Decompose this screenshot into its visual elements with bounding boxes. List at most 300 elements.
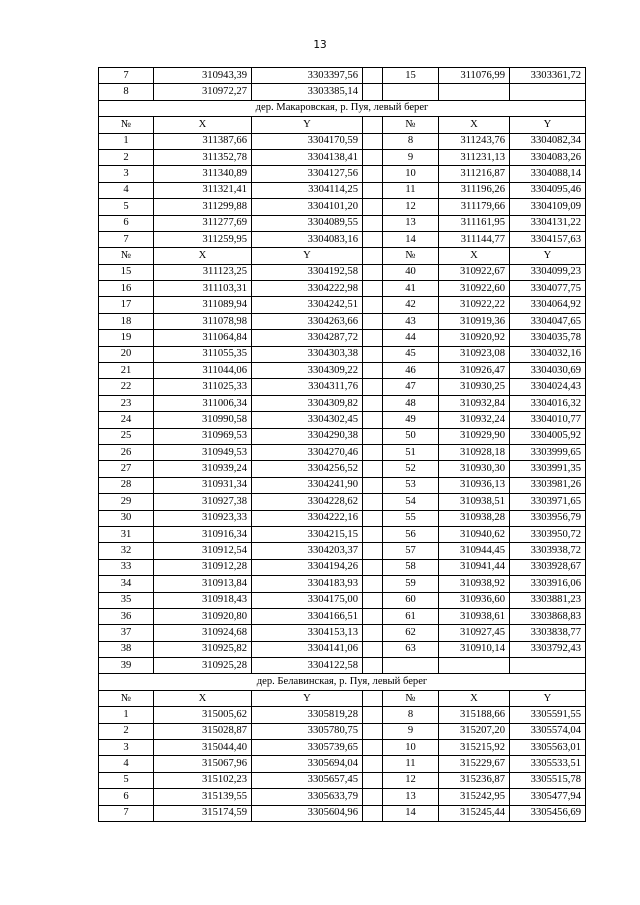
spacer-cell — [363, 789, 383, 805]
spacer-cell — [363, 313, 383, 329]
page-number: 13 — [313, 39, 327, 51]
spacer-cell — [363, 182, 383, 198]
spacer-cell — [363, 281, 383, 297]
y-coordinate-cell: 3305604,96 — [252, 805, 363, 821]
table-row — [99, 68, 586, 84]
y-coordinate-cell: 3304083,26 — [510, 149, 586, 165]
y-coordinate-cell: 3303385,14 — [252, 84, 363, 100]
y-coordinate-cell: 3303938,72 — [510, 543, 586, 559]
x-coordinate-cell: 311123,25 — [154, 264, 252, 280]
x-coordinate-cell: 310938,61 — [439, 608, 510, 624]
y-coordinate-cell: 3305739,65 — [252, 740, 363, 756]
header-row — [99, 117, 586, 133]
point-number-cell: 41 — [383, 281, 439, 297]
table-row — [99, 461, 586, 477]
y-coordinate-cell: 3303950,72 — [510, 526, 586, 542]
header-cell: № — [383, 248, 439, 264]
spacer-cell — [363, 772, 383, 788]
point-number-cell: 3 — [99, 740, 154, 756]
spacer-cell — [363, 149, 383, 165]
header-cell: X — [154, 690, 252, 706]
point-number-cell: 18 — [99, 313, 154, 329]
x-coordinate-cell: 315245,44 — [439, 805, 510, 821]
y-coordinate-cell: 3304194,26 — [252, 559, 363, 575]
point-number-cell: 1 — [99, 707, 154, 723]
x-coordinate-cell: 315174,59 — [154, 805, 252, 821]
header-cell: Y — [252, 248, 363, 264]
table-row — [99, 297, 586, 313]
x-coordinate-cell: 315028,87 — [154, 723, 252, 739]
y-coordinate-cell: 3304263,66 — [252, 313, 363, 329]
spacer-cell — [363, 477, 383, 493]
point-number-cell: 21 — [99, 363, 154, 379]
y-coordinate-cell: 3303928,67 — [510, 559, 586, 575]
spacer-cell — [363, 740, 383, 756]
spacer-cell — [363, 658, 383, 674]
y-coordinate-cell — [510, 658, 586, 674]
header-cell: X — [439, 117, 510, 133]
y-coordinate-cell: 3303838,77 — [510, 625, 586, 641]
x-coordinate-cell — [439, 84, 510, 100]
point-number-cell: 7 — [99, 231, 154, 247]
y-coordinate-cell: 3304287,72 — [252, 330, 363, 346]
x-coordinate-cell: 315005,62 — [154, 707, 252, 723]
x-coordinate-cell: 310919,36 — [439, 313, 510, 329]
spacer-cell — [363, 608, 383, 624]
table-row — [99, 576, 586, 592]
table-row — [99, 477, 586, 493]
point-number-cell: 63 — [383, 641, 439, 657]
x-coordinate-cell: 310925,82 — [154, 641, 252, 657]
x-coordinate-cell: 310931,34 — [154, 477, 252, 493]
y-coordinate-cell: 3304064,92 — [510, 297, 586, 313]
point-number-cell: 53 — [383, 477, 439, 493]
y-coordinate-cell: 3304089,55 — [252, 215, 363, 231]
x-coordinate-cell: 311025,33 — [154, 379, 252, 395]
x-coordinate-cell: 310928,18 — [439, 444, 510, 460]
y-coordinate-cell: 3304083,16 — [252, 231, 363, 247]
point-number-cell: 38 — [99, 641, 154, 657]
table-row — [99, 592, 586, 608]
point-number-cell: 31 — [99, 526, 154, 542]
x-coordinate-cell: 311243,76 — [439, 133, 510, 149]
header-cell: № — [383, 117, 439, 133]
x-coordinate-cell: 310912,54 — [154, 543, 252, 559]
header-cell: X — [439, 248, 510, 264]
y-coordinate-cell: 3304270,46 — [252, 444, 363, 460]
table-row — [99, 428, 586, 444]
point-number-cell: 8 — [383, 707, 439, 723]
x-coordinate-cell: 311387,66 — [154, 133, 252, 149]
point-number-cell: 27 — [99, 461, 154, 477]
spacer-cell — [363, 543, 383, 559]
spacer-cell — [363, 723, 383, 739]
table-row — [99, 231, 586, 247]
x-coordinate-cell: 311076,99 — [439, 68, 510, 84]
point-number-cell: 57 — [383, 543, 439, 559]
point-number-cell: 13 — [383, 789, 439, 805]
point-number-cell: 36 — [99, 608, 154, 624]
table-row — [99, 313, 586, 329]
point-number-cell: 15 — [383, 68, 439, 84]
point-number-cell: 46 — [383, 363, 439, 379]
y-coordinate-cell: 3303956,79 — [510, 510, 586, 526]
point-number-cell: 62 — [383, 625, 439, 641]
y-coordinate-cell: 3304241,90 — [252, 477, 363, 493]
x-coordinate-cell: 315229,67 — [439, 756, 510, 772]
table-row — [99, 526, 586, 542]
point-number-cell: 28 — [99, 477, 154, 493]
y-coordinate-cell: 3304016,32 — [510, 395, 586, 411]
x-coordinate-cell: 310990,58 — [154, 412, 252, 428]
spacer-cell — [363, 690, 383, 706]
point-number-cell: 9 — [383, 723, 439, 739]
y-coordinate-cell: 3304309,22 — [252, 363, 363, 379]
y-coordinate-cell: 3303999,65 — [510, 444, 586, 460]
x-coordinate-cell: 310913,84 — [154, 576, 252, 592]
point-number-cell: 20 — [99, 346, 154, 362]
x-coordinate-cell: 311089,94 — [154, 297, 252, 313]
x-coordinate-cell: 310932,24 — [439, 412, 510, 428]
point-number-cell: 47 — [383, 379, 439, 395]
x-coordinate-cell: 310944,45 — [439, 543, 510, 559]
spacer-cell — [363, 231, 383, 247]
y-coordinate-cell: 3304141,06 — [252, 641, 363, 657]
table-row — [99, 805, 586, 821]
point-number-cell: 34 — [99, 576, 154, 592]
spacer-cell — [363, 805, 383, 821]
x-coordinate-cell: 310929,90 — [439, 428, 510, 444]
y-coordinate-cell: 3304242,51 — [252, 297, 363, 313]
point-number-cell: 2 — [99, 723, 154, 739]
spacer-cell — [363, 707, 383, 723]
point-number-cell: 43 — [383, 313, 439, 329]
point-number-cell: 16 — [99, 281, 154, 297]
header-row — [99, 690, 586, 706]
table-row — [99, 182, 586, 198]
section-title: дер. Белавинская, р. Пуя, левый берег — [99, 674, 586, 690]
x-coordinate-cell: 310939,24 — [154, 461, 252, 477]
header-cell: X — [154, 117, 252, 133]
y-coordinate-cell: 3305563,01 — [510, 740, 586, 756]
y-coordinate-cell: 3305574,04 — [510, 723, 586, 739]
point-number-cell: 12 — [383, 199, 439, 215]
y-coordinate-cell: 3305780,75 — [252, 723, 363, 739]
table-row — [99, 723, 586, 739]
x-coordinate-cell: 310916,34 — [154, 526, 252, 542]
table-row — [99, 789, 586, 805]
x-coordinate-cell: 310930,30 — [439, 461, 510, 477]
y-coordinate-cell: 3304183,93 — [252, 576, 363, 592]
spacer-cell — [363, 133, 383, 149]
point-number-cell: 2 — [99, 149, 154, 165]
y-coordinate-cell: 3304256,52 — [252, 461, 363, 477]
x-coordinate-cell: 311055,35 — [154, 346, 252, 362]
spacer-cell — [363, 412, 383, 428]
y-coordinate-cell: 3304228,62 — [252, 494, 363, 510]
spacer-cell — [363, 84, 383, 100]
y-coordinate-cell: 3304109,09 — [510, 199, 586, 215]
y-coordinate-cell: 3304157,63 — [510, 231, 586, 247]
point-number-cell: 22 — [99, 379, 154, 395]
point-number-cell: 10 — [383, 166, 439, 182]
y-coordinate-cell: 3305591,55 — [510, 707, 586, 723]
point-number-cell — [383, 658, 439, 674]
x-coordinate-cell: 310940,62 — [439, 526, 510, 542]
header-cell: № — [99, 248, 154, 264]
y-coordinate-cell — [510, 84, 586, 100]
section-title-row — [99, 100, 586, 116]
x-coordinate-cell: 311321,41 — [154, 182, 252, 198]
x-coordinate-cell: 315215,92 — [439, 740, 510, 756]
y-coordinate-cell: 3305477,94 — [510, 789, 586, 805]
y-coordinate-cell: 3304010,77 — [510, 412, 586, 428]
x-coordinate-cell: 310923,33 — [154, 510, 252, 526]
x-coordinate-cell: 311259,95 — [154, 231, 252, 247]
header-cell: Y — [510, 117, 586, 133]
x-coordinate-cell: 311144,77 — [439, 231, 510, 247]
header-cell: X — [439, 690, 510, 706]
point-number-cell: 45 — [383, 346, 439, 362]
table-row — [99, 330, 586, 346]
spacer-cell — [363, 379, 383, 395]
point-number-cell: 58 — [383, 559, 439, 575]
spacer-cell — [363, 346, 383, 362]
spacer-cell — [363, 641, 383, 657]
y-coordinate-cell: 3304101,20 — [252, 199, 363, 215]
x-coordinate-cell: 310938,28 — [439, 510, 510, 526]
x-coordinate-cell: 310938,92 — [439, 576, 510, 592]
y-coordinate-cell: 3304032,16 — [510, 346, 586, 362]
y-coordinate-cell: 3304099,23 — [510, 264, 586, 280]
x-coordinate-cell: 310922,22 — [439, 297, 510, 313]
y-coordinate-cell: 3304166,51 — [252, 608, 363, 624]
x-coordinate-cell: 311231,13 — [439, 149, 510, 165]
y-coordinate-cell: 3303792,43 — [510, 641, 586, 657]
spacer-cell — [363, 592, 383, 608]
point-number-cell: 48 — [383, 395, 439, 411]
x-coordinate-cell: 311078,98 — [154, 313, 252, 329]
table-row — [99, 346, 586, 362]
y-coordinate-cell: 3304222,16 — [252, 510, 363, 526]
spacer-cell — [363, 461, 383, 477]
x-coordinate-cell: 310943,39 — [154, 68, 252, 84]
y-coordinate-cell: 3304290,38 — [252, 428, 363, 444]
point-number-cell: 4 — [99, 756, 154, 772]
y-coordinate-cell: 3304030,69 — [510, 363, 586, 379]
header-cell: X — [154, 248, 252, 264]
y-coordinate-cell: 3304222,98 — [252, 281, 363, 297]
x-coordinate-cell: 315242,95 — [439, 789, 510, 805]
x-coordinate-cell: 310912,28 — [154, 559, 252, 575]
x-coordinate-cell: 310925,28 — [154, 658, 252, 674]
point-number-cell: 10 — [383, 740, 439, 756]
table-row — [99, 707, 586, 723]
x-coordinate-cell: 310941,44 — [439, 559, 510, 575]
y-coordinate-cell: 3304047,65 — [510, 313, 586, 329]
y-coordinate-cell: 3303981,26 — [510, 477, 586, 493]
y-coordinate-cell: 3304005,92 — [510, 428, 586, 444]
point-number-cell: 8 — [383, 133, 439, 149]
y-coordinate-cell: 3304131,22 — [510, 215, 586, 231]
table-row — [99, 133, 586, 149]
y-coordinate-cell: 3304095,46 — [510, 182, 586, 198]
x-coordinate-cell: 315188,66 — [439, 707, 510, 723]
y-coordinate-cell: 3304122,58 — [252, 658, 363, 674]
point-number-cell: 11 — [383, 182, 439, 198]
y-coordinate-cell: 3305633,79 — [252, 789, 363, 805]
spacer-cell — [363, 625, 383, 641]
y-coordinate-cell: 3304088,14 — [510, 166, 586, 182]
x-coordinate-cell: 310972,27 — [154, 84, 252, 100]
y-coordinate-cell: 3304082,34 — [510, 133, 586, 149]
x-coordinate-cell: 310938,51 — [439, 494, 510, 510]
x-coordinate-cell: 310918,43 — [154, 592, 252, 608]
y-coordinate-cell: 3304138,41 — [252, 149, 363, 165]
spacer-cell — [363, 215, 383, 231]
table-row — [99, 264, 586, 280]
spacer-cell — [363, 756, 383, 772]
point-number-cell: 23 — [99, 395, 154, 411]
point-number-cell: 49 — [383, 412, 439, 428]
x-coordinate-cell: 310926,47 — [439, 363, 510, 379]
table-row — [99, 412, 586, 428]
x-coordinate-cell: 315102,23 — [154, 772, 252, 788]
table-row — [99, 641, 586, 657]
x-coordinate-cell: 311277,69 — [154, 215, 252, 231]
point-number-cell: 5 — [99, 772, 154, 788]
point-number-cell: 8 — [99, 84, 154, 100]
spacer-cell — [363, 330, 383, 346]
point-number-cell: 19 — [99, 330, 154, 346]
point-number-cell: 9 — [383, 149, 439, 165]
x-coordinate-cell: 310920,92 — [439, 330, 510, 346]
y-coordinate-cell: 3304192,58 — [252, 264, 363, 280]
spacer-cell — [363, 68, 383, 84]
table-row — [99, 510, 586, 526]
x-coordinate-cell: 310924,68 — [154, 625, 252, 641]
point-number-cell: 37 — [99, 625, 154, 641]
point-number-cell: 60 — [383, 592, 439, 608]
x-coordinate-cell: 310920,80 — [154, 608, 252, 624]
table-row — [99, 756, 586, 772]
x-coordinate-cell: 311179,66 — [439, 199, 510, 215]
point-number-cell: 4 — [99, 182, 154, 198]
header-cell: № — [99, 690, 154, 706]
x-coordinate-cell: 310922,67 — [439, 264, 510, 280]
point-number-cell: 6 — [99, 215, 154, 231]
point-number-cell: 42 — [383, 297, 439, 313]
table-row — [99, 281, 586, 297]
y-coordinate-cell: 3305657,45 — [252, 772, 363, 788]
y-coordinate-cell: 3303971,65 — [510, 494, 586, 510]
x-coordinate-cell: 310930,25 — [439, 379, 510, 395]
spacer-cell — [363, 248, 383, 264]
table-row — [99, 740, 586, 756]
x-coordinate-cell: 311044,06 — [154, 363, 252, 379]
x-coordinate-cell: 310927,38 — [154, 494, 252, 510]
table-row — [99, 379, 586, 395]
point-number-cell: 52 — [383, 461, 439, 477]
point-number-cell: 11 — [383, 756, 439, 772]
y-coordinate-cell: 3304114,25 — [252, 182, 363, 198]
x-coordinate-cell: 310936,60 — [439, 592, 510, 608]
table-row — [99, 166, 586, 182]
point-number-cell: 61 — [383, 608, 439, 624]
spacer-cell — [363, 117, 383, 133]
x-coordinate-cell: 311196,26 — [439, 182, 510, 198]
point-number-cell: 40 — [383, 264, 439, 280]
x-coordinate-cell: 310910,14 — [439, 641, 510, 657]
y-coordinate-cell: 3304303,38 — [252, 346, 363, 362]
y-coordinate-cell: 3304170,59 — [252, 133, 363, 149]
point-number-cell: 39 — [99, 658, 154, 674]
point-number-cell: 35 — [99, 592, 154, 608]
point-number-cell: 59 — [383, 576, 439, 592]
spacer-cell — [363, 576, 383, 592]
x-coordinate-cell: 311352,78 — [154, 149, 252, 165]
x-coordinate-cell: 311161,95 — [439, 215, 510, 231]
x-coordinate-cell: 310936,13 — [439, 477, 510, 493]
header-cell: № — [383, 690, 439, 706]
spacer-cell — [363, 395, 383, 411]
point-number-cell: 25 — [99, 428, 154, 444]
x-coordinate-cell: 310932,84 — [439, 395, 510, 411]
point-number-cell: 17 — [99, 297, 154, 313]
table-row — [99, 559, 586, 575]
point-number-cell: 55 — [383, 510, 439, 526]
point-number-cell: 30 — [99, 510, 154, 526]
spacer-cell — [363, 199, 383, 215]
point-number-cell: 14 — [383, 231, 439, 247]
point-number-cell: 24 — [99, 412, 154, 428]
y-coordinate-cell: 3304309,82 — [252, 395, 363, 411]
spacer-cell — [363, 510, 383, 526]
table-row — [99, 494, 586, 510]
spacer-cell — [363, 166, 383, 182]
point-number-cell: 32 — [99, 543, 154, 559]
y-coordinate-cell: 3305819,28 — [252, 707, 363, 723]
y-coordinate-cell: 3303397,56 — [252, 68, 363, 84]
y-coordinate-cell: 3304215,15 — [252, 526, 363, 542]
point-number-cell: 12 — [383, 772, 439, 788]
table-row — [99, 149, 586, 165]
table-row — [99, 772, 586, 788]
point-number-cell: 5 — [99, 199, 154, 215]
x-coordinate-cell: 315067,96 — [154, 756, 252, 772]
x-coordinate-cell: 310949,53 — [154, 444, 252, 460]
y-coordinate-cell: 3304175,00 — [252, 592, 363, 608]
section-title: дер. Макаровская, р. Пуя, левый берег — [99, 100, 586, 116]
point-number-cell: 7 — [99, 805, 154, 821]
x-coordinate-cell: 315139,55 — [154, 789, 252, 805]
y-coordinate-cell: 3305456,69 — [510, 805, 586, 821]
x-coordinate-cell: 311340,89 — [154, 166, 252, 182]
point-number-cell: 15 — [99, 264, 154, 280]
table-row — [99, 363, 586, 379]
y-coordinate-cell: 3303881,23 — [510, 592, 586, 608]
header-cell: Y — [252, 690, 363, 706]
point-number-cell: 1 — [99, 133, 154, 149]
y-coordinate-cell: 3304035,78 — [510, 330, 586, 346]
table-row — [99, 444, 586, 460]
x-coordinate-cell: 311103,31 — [154, 281, 252, 297]
point-number-cell: 44 — [383, 330, 439, 346]
header-cell: Y — [252, 117, 363, 133]
table-row — [99, 395, 586, 411]
header-cell: № — [99, 117, 154, 133]
header-cell: Y — [510, 248, 586, 264]
